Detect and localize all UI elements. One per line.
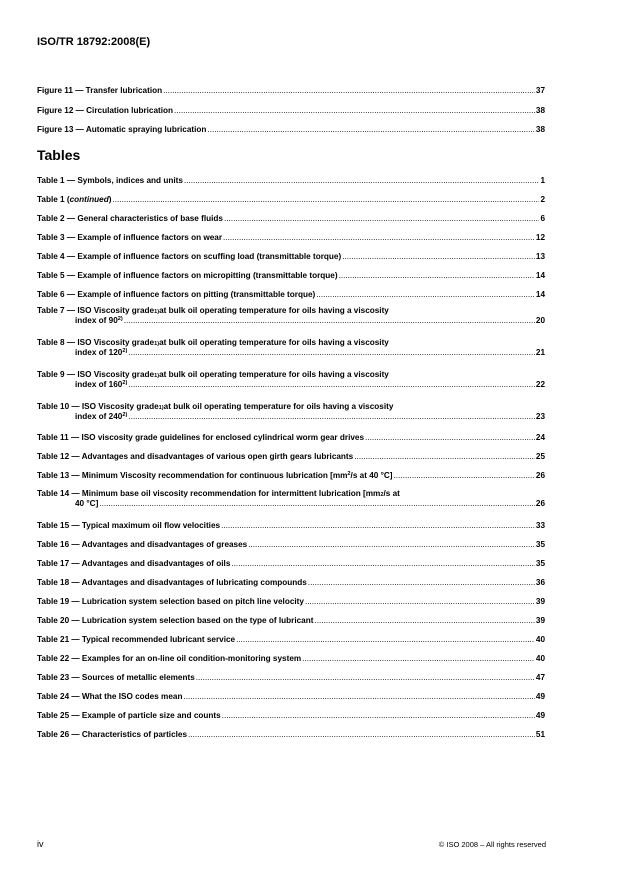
toc-entry-label: Table 20 — Lubrication system selection based on the type of lubricant — [37, 616, 314, 625]
dot-leader — [128, 380, 535, 390]
toc-entry-page: 13 — [535, 252, 545, 261]
toc-entry-page: 49 — [535, 711, 545, 720]
toc-entry-table-17[interactable] — [37, 559, 545, 569]
toc-entry-label-line-2: index of 160$^{2)}$ — [75, 380, 128, 389]
footer-copyright: © ISO 2008 – All rights reserved — [438, 840, 546, 849]
toc-entry-table-18[interactable] — [37, 578, 545, 588]
dot-leader — [365, 433, 535, 443]
dot-leader — [314, 616, 534, 626]
toc-entry-table-12[interactable] — [37, 452, 545, 462]
toc-entry-label: Table 1 (continued) — [37, 195, 112, 204]
document-header: ISO/TR 18792:2008(E) — [37, 36, 151, 48]
toc-entry-label: Table 2 — General characteristics of base fluids — [37, 214, 223, 223]
toc-entry-label-line-2: index of 90$^{2)}$ — [75, 316, 123, 325]
dot-leader — [207, 125, 535, 135]
toc-entry-table-14[interactable] — [37, 489, 545, 509]
toc-entry-label: Figure 13 — Automatic spraying lubrication — [37, 125, 207, 134]
toc-entry-page: 6 — [540, 214, 545, 223]
toc-entry-page: 39 — [535, 616, 545, 625]
toc-entry-table-15[interactable] — [37, 521, 545, 531]
toc-entry-page: 38 — [535, 106, 545, 115]
dot-leader — [99, 499, 535, 509]
toc-entry-page: 26 — [535, 499, 545, 508]
toc-entry-label-line-2: index of 120$^{2)}$ — [75, 348, 128, 357]
toc-entry-label: Table 1 — Symbols, indices and units — [37, 176, 183, 185]
toc-entry-table-1[interactable] — [37, 176, 545, 186]
toc-entry-page: 47 — [535, 673, 545, 682]
toc-entry-page: 26 — [535, 471, 545, 480]
dot-leader — [248, 540, 535, 550]
dot-leader — [163, 86, 535, 96]
toc-entry-label-line-1: Table 9 — ISO Viscosity grade 1) at bulk oil operating temperature for oils having a viscosity — [37, 370, 389, 379]
toc-entry-figure-12[interactable] — [37, 106, 545, 116]
toc-entry-table-16[interactable] — [37, 540, 545, 550]
toc-entry-page: 2 — [540, 195, 545, 204]
toc-entry-label: Table 22 — Examples for an on-line oil condition-monitoring system — [37, 654, 302, 663]
toc-entry-table-6[interactable] — [37, 290, 545, 300]
toc-entry-table-24[interactable] — [37, 692, 545, 702]
dot-leader — [112, 195, 539, 205]
toc-entry-page: 40 — [535, 635, 545, 644]
toc-entry-label-line-1: Table 14 — Minimum base oil viscosity recommendation for intermittent lubrication [mm 2 /s at — [37, 489, 400, 498]
dot-leader — [188, 730, 535, 740]
toc-entry-page: 1 — [540, 176, 545, 185]
toc-entry-label: Table 5 — Example of influence factors on micropitting (transmittable torque) — [37, 271, 338, 280]
dot-leader — [339, 271, 535, 281]
toc-entry-page: 23 — [535, 412, 545, 421]
toc-entry-page: 14 — [535, 290, 545, 299]
dot-leader — [302, 654, 535, 664]
toc-entry-label: Table 21 — Typical recommended lubricant service — [37, 635, 236, 644]
toc-entry-label: Table 16 — Advantages and disadvantages of greases — [37, 540, 248, 549]
dot-leader — [224, 214, 539, 224]
toc-entry-page: 35 — [535, 559, 545, 568]
dot-leader — [394, 471, 535, 481]
toc-entry-table-26[interactable] — [37, 730, 545, 740]
toc-entry-table-23[interactable] — [37, 673, 545, 683]
toc-entry-label-line-2: 40 °C] — [75, 499, 99, 508]
toc-entry-page: 36 — [535, 578, 545, 587]
toc-entry-page: 12 — [535, 233, 545, 242]
toc-entry-label: Figure 11 — Transfer lubrication — [37, 86, 163, 95]
toc-entry-page: 39 — [535, 597, 545, 606]
toc-entry-label: Table 6 — Example of influence factors on pitting (transmittable torque) — [37, 290, 316, 299]
toc-entry-table-8[interactable] — [37, 338, 545, 358]
toc-entry-label: Table 17 — Advantages and disadvantages of oils — [37, 559, 231, 568]
toc-entry-label: Table 12 — Advantages and disadvantages of various open girth gears lubricants — [37, 452, 354, 461]
toc-entry-table-3[interactable] — [37, 233, 545, 243]
toc-entry-label: Table 4 — Example of influence factors on scuffing load (transmittable torque) — [37, 252, 342, 261]
toc-entry-label: Table 18 — Advantages and disadvantages of lubricating compounds — [37, 578, 307, 587]
toc-entry-page: 51 — [535, 730, 545, 739]
toc-entry-label: Table 23 — Sources of metallic elements — [37, 673, 195, 682]
dot-leader — [128, 412, 535, 422]
toc-entry-table-4[interactable] — [37, 252, 545, 262]
toc-entry-page: 35 — [535, 540, 545, 549]
dot-leader — [124, 316, 535, 326]
toc-entry-table-13[interactable] — [37, 471, 545, 481]
dot-leader — [354, 452, 535, 462]
dot-leader — [236, 635, 535, 645]
toc-entry-table-11[interactable] — [37, 433, 545, 443]
toc-entry-label: Table 15 — Typical maximum oil flow velocities — [37, 521, 221, 530]
toc-entry-table-2[interactable] — [37, 214, 545, 224]
toc-entry-page: 21 — [535, 348, 545, 357]
toc-entry-page: 33 — [535, 521, 545, 530]
dot-leader — [196, 673, 535, 683]
toc-entry-page: 20 — [535, 316, 545, 325]
toc-entry-page: 25 — [535, 452, 545, 461]
dot-leader — [231, 559, 535, 569]
dot-leader — [223, 233, 535, 243]
toc-entry-label: Table 19 — Lubrication system selection based on pitch line velocity — [37, 597, 304, 606]
dot-leader — [184, 176, 540, 186]
toc-entry-label: Table 26 — Characteristics of particles — [37, 730, 188, 739]
toc-entry-page: 14 — [535, 271, 545, 280]
toc-entry-label: Table 25 — Example of particle size and counts — [37, 711, 221, 720]
dot-leader — [342, 252, 535, 262]
toc-entry-label-line-1: Table 7 — ISO Viscosity grade 1) at bulk oil operating temperature for oils having a viscosity — [37, 306, 389, 315]
toc-entry-label-line-1: Table 10 — ISO Viscosity grade 1) at bulk oil operating temperature for oils having a viscosity — [37, 402, 394, 411]
toc-entry-label: Table 11 — ISO viscosity grade guidelines for enclosed cylindrical worm gear drives — [37, 433, 365, 442]
toc-entry-table-7[interactable] — [37, 306, 545, 326]
toc-entry-table-9[interactable] — [37, 370, 545, 390]
toc-entry-label: Table 13 — Minimum Viscosity recommendation for continuous lubrication [$mm^2/s$ at 40 °C] — [37, 471, 393, 480]
toc-entry-label: Figure 12 — Circulation lubrication — [37, 106, 174, 115]
dot-leader — [222, 711, 535, 721]
toc-entry-page: 40 — [535, 654, 545, 663]
toc-entry-figure-13[interactable] — [37, 125, 545, 135]
dot-leader — [316, 290, 535, 300]
toc-entry-table-19[interactable] — [37, 597, 545, 607]
dot-leader — [174, 106, 535, 116]
toc-entry-table-20[interactable] — [37, 616, 545, 626]
toc-entry-table-10[interactable] — [37, 402, 545, 422]
section-title-tables: Tables — [37, 147, 81, 163]
footer-page-number: iv — [37, 839, 44, 849]
toc-entry-page: 49 — [535, 692, 545, 701]
toc-entry-table-25[interactable] — [37, 711, 545, 721]
toc-entry-figure-11[interactable] — [37, 86, 545, 96]
toc-entry-table-22[interactable] — [37, 654, 545, 664]
toc-entry-page: 24 — [535, 433, 545, 442]
toc-entry-page: 38 — [535, 125, 545, 134]
dot-leader — [183, 692, 534, 702]
toc-entry-table-1-continued[interactable] — [37, 195, 545, 205]
toc-entry-page: 37 — [535, 86, 545, 95]
toc-entry-table-5[interactable] — [37, 271, 545, 281]
dot-leader — [128, 348, 535, 358]
dot-leader — [305, 597, 535, 607]
toc-entry-page: 22 — [535, 380, 545, 389]
toc-entry-label: Table 24 — What the ISO codes mean — [37, 692, 183, 701]
toc-entry-label: Table 3 — Example of influence factors on wear — [37, 233, 223, 242]
toc-entry-label-line-1: Table 8 — ISO Viscosity grade 1) at bulk oil operating temperature for oils having a viscosity — [37, 338, 389, 347]
dot-leader — [221, 521, 535, 531]
dot-leader — [308, 578, 535, 588]
toc-entry-table-21[interactable] — [37, 635, 545, 645]
toc-entry-label-line-2: index of 240$^{2)}$ — [75, 412, 128, 421]
